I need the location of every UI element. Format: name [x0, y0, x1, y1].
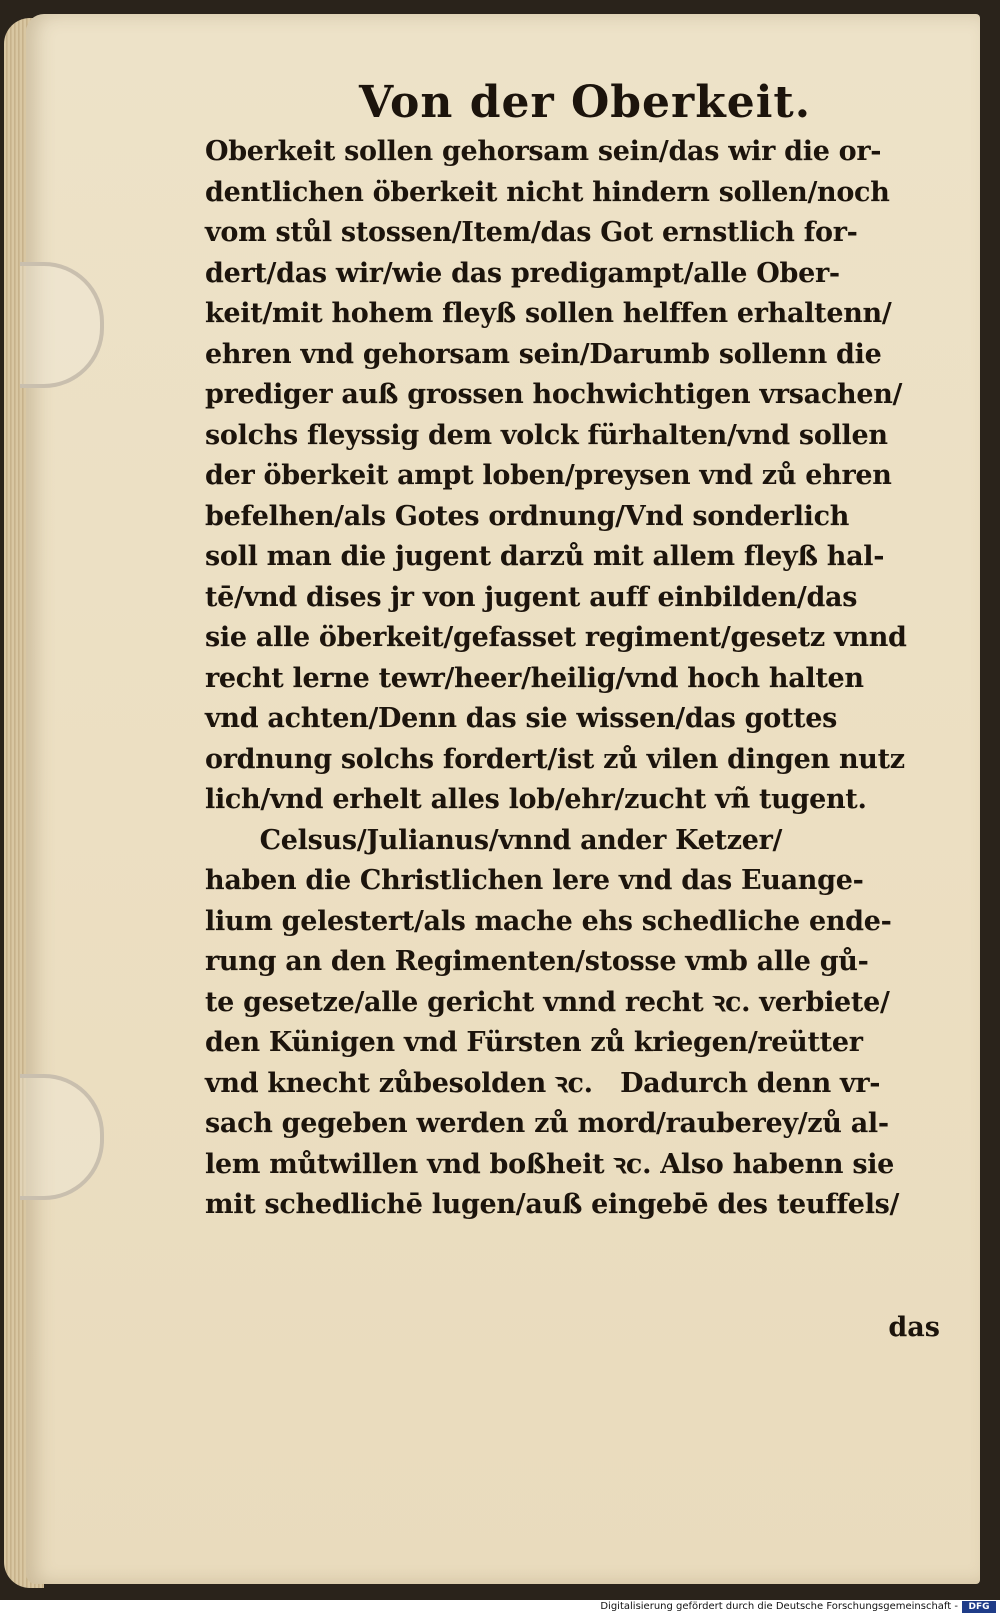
text-line: sie alle öberkeit/gefasset regiment/gesetz vnnd [205, 622, 907, 653]
text-line: dentlichen öberkeit nicht hindern sollen/noch [205, 176, 890, 208]
text-line: Celsus/Julianus/vnnd ander Ketzer/ [205, 824, 783, 856]
text-line: keit/mit hohem fleyß sollen helffen erhaltenn/ [205, 298, 892, 329]
text-line: prediger auß grossen hochwichtigen vrsachen/ [205, 379, 903, 410]
text-line: rung an den Regimenten/stosse vmb alle gů- [205, 946, 869, 977]
text-line: der öberkeit ampt loben/preysen vnd zů ehren [205, 460, 892, 491]
catchword: das [888, 1312, 940, 1343]
text-line: vom stůl stossen/Item/das Got ernstlich for- [205, 217, 858, 248]
text-line: lium gelestert/als mache ehs schedliche ende- [205, 905, 892, 937]
text-line: ordnung solchs fordert/ist zů vilen dingen nutz [205, 743, 905, 775]
book-clip-top [20, 262, 104, 388]
text-line: te gesetze/alle gericht vnnd recht ꝛc. verbiete/ [205, 986, 890, 1018]
book-clip-bottom [20, 1074, 104, 1200]
text-line: mit schedlichē lugen/auß eingebē des teuffels/ [205, 1189, 900, 1220]
text-line: soll man die jugent darzů mit allem fleyß hal- [205, 541, 885, 572]
text-line: Oberkeit sollen gehorsam sein/das wir die or- [205, 136, 882, 167]
footer-credit: Digitalisierung gefördert durch die Deutsche Forschungsgemeinschaft - [600, 1601, 958, 1612]
page-text-block [205, 78, 925, 1226]
dfg-logo: DFG [962, 1601, 996, 1613]
text-line: vnd knecht zůbesolden ꝛc. Dadurch denn vr- [205, 1067, 881, 1099]
text-line: haben die Christlichen lere vnd das Euange- [205, 865, 864, 896]
text-line: den Künigen vnd Fürsten zů kriegen/reütter [205, 1027, 863, 1058]
text-line: sach gegeben werden zů mord/rauberey/zů al- [205, 1108, 889, 1139]
text-line: befelhen/als Gotes ordnung/Vnd sonderlich [205, 500, 850, 532]
text-line: dert/das wir/wie das predigampt/alle Ober- [205, 257, 840, 289]
text-line: vnd achten/Denn das sie wissen/das gottes [205, 703, 838, 734]
text-line: ehren vnd gehorsam sein/Darumb sollenn die [205, 338, 882, 370]
text-line: solchs fleyssig dem volck fürhalten/vnd sollen [205, 419, 888, 451]
text-line: lich/vnd erhelt alles lob/ehr/zucht vñ tugent. [205, 784, 867, 815]
text-lines [205, 132, 925, 1226]
text-line: lem můtwillen vnd boßheit ꝛc. Also habenn sie [205, 1148, 895, 1180]
text-line: recht lerne tewr/heer/heilig/vnd hoch halten [205, 662, 864, 694]
page-heading: Von der Oberkeit. [358, 77, 812, 128]
text-line: tē/vnd dises jr von jugent auff einbilden/das [205, 581, 858, 613]
